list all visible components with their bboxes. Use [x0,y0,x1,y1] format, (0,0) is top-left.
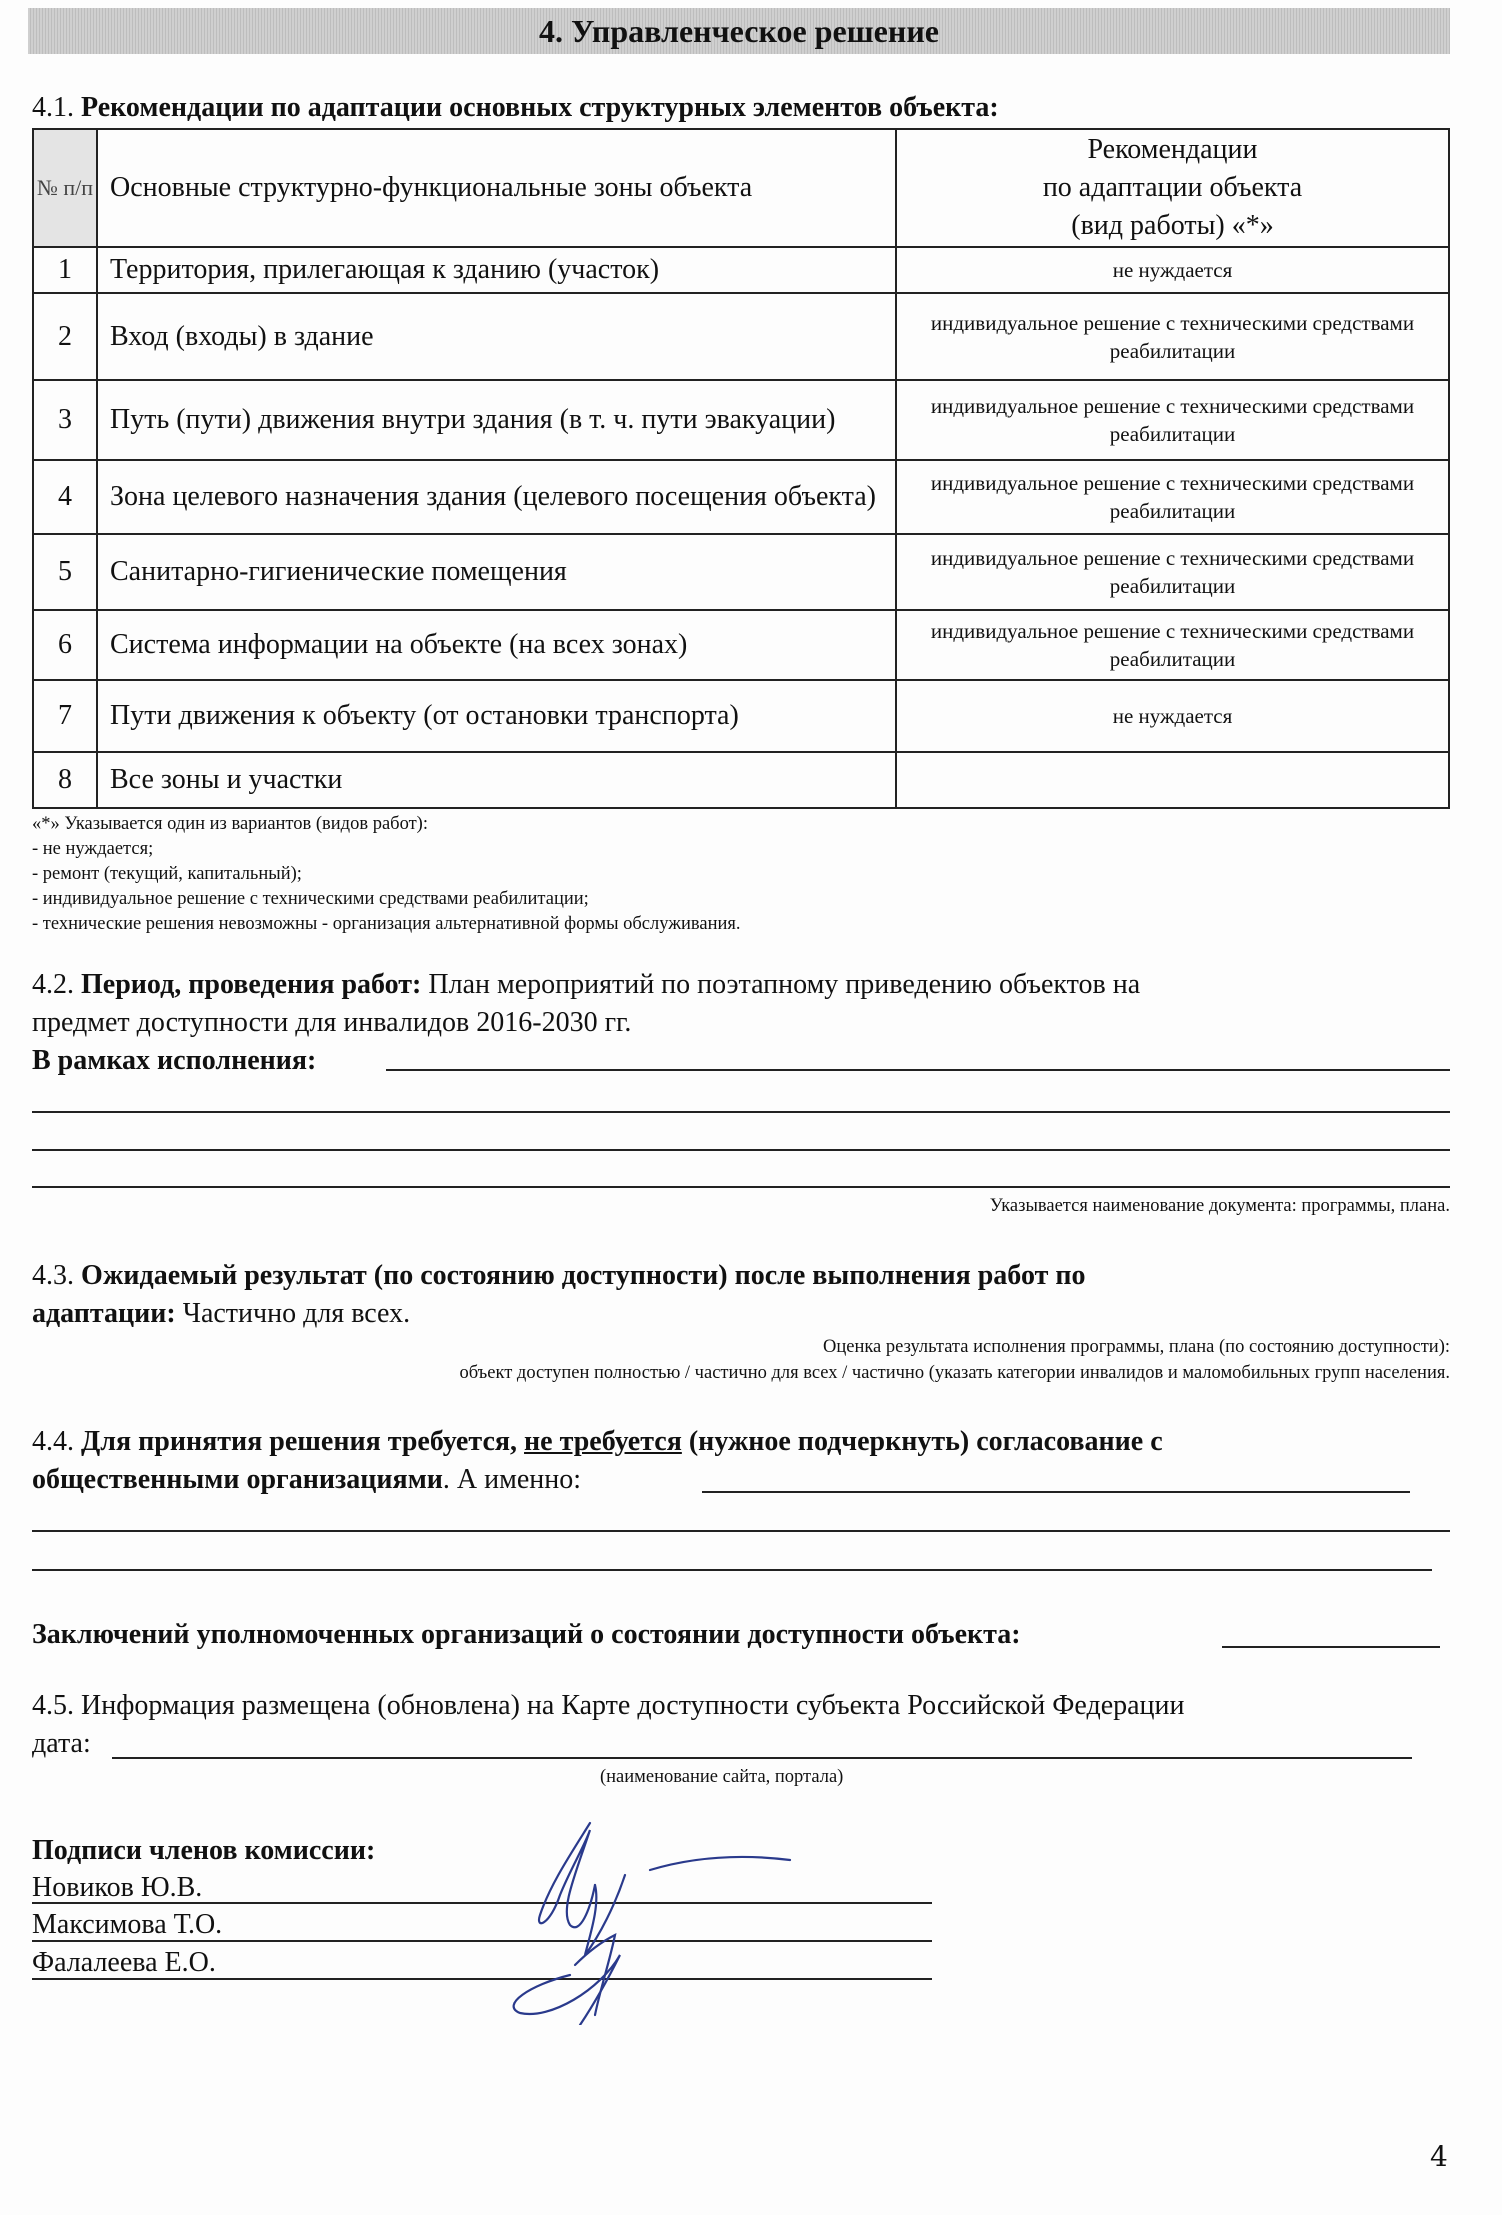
signatures-title [32,1832,375,1870]
section-title: 4. Управленческое решение [28,8,1450,54]
row-zone: Пути движения к объекту (от остановки транспорта) [97,680,896,752]
row-num: 5 [33,534,97,610]
table-row [33,460,1449,534]
within-input-line-3[interactable] [32,1149,1450,1151]
member-name: Новиков Ю.В. [32,1872,203,1903]
row-zone: Санитарно-гигиенические помещения [97,534,896,610]
row-recommendation [896,752,1449,808]
within-input-line-4[interactable] [32,1186,1450,1188]
expected-result-value: Частично для всех. [182,1298,411,1329]
section-4-4-text-2: (нужное подчеркнуть) согласование с [681,1426,1163,1457]
within-label: В рамках исполнения: [32,1045,317,1076]
table-row [33,534,1449,610]
date-input-line[interactable] [112,1757,1412,1759]
row-recommendation: индивидуальное решение с техническими средствами реабилитации [896,460,1449,534]
within-input-line[interactable] [386,1069,1450,1071]
hint-line: Оценка результата исполнения программы, плана (по состоянию доступности): [822,1337,1450,1357]
section-4-2-text: План мероприятий по поэтапному приведению объектов на [428,969,1141,1000]
header-num: № п/п [33,129,97,247]
table-row [33,380,1449,460]
row-num: 2 [33,293,97,380]
row-zone: Система информации на объекте (на всех зонах) [97,610,896,680]
conclusions-label: Заключений уполномоченных организаций о состоянии доступности объекта: [32,1619,1021,1650]
section-number: 4.3. [32,1260,74,1291]
footnote-line: - ремонт (текущий, капитальный); [32,864,302,884]
table-row [33,293,1449,380]
section-4-2-label: Период, проведения работ: [81,969,422,1000]
section-number: 4.5. [32,1690,74,1721]
row-num: 7 [33,680,97,752]
footnote-line: - технические решения невозможны - организация альтернативной формы обслуживания. [32,914,741,934]
section-4-4 [32,1423,1163,1499]
row-zone: Все зоны и участки [97,752,896,808]
header-rec-line2: по адаптации объекта [1042,172,1303,203]
conclusions-input-line[interactable] [1222,1646,1440,1648]
header-rec-line1: Рекомендации [1087,134,1258,165]
section-4-2-hint: Указывается наименование документа: программы, плана. [989,1196,1450,1216]
section-4-4-text: Для принятия решения требуется, [81,1426,525,1457]
member-name: Максимова Т.О. [32,1909,223,1940]
section-4-5-hint: (наименование сайта, портала) [600,1767,844,1787]
section-number: 4.4. [32,1426,74,1457]
hint-line: объект доступен полностью / частично для всех / частично (указать категории инвалидов и маломобильных групп населения. [459,1363,1450,1383]
table-row [33,680,1449,752]
page-number: 4 [1430,2140,1448,2173]
conclusions [32,1616,1021,1654]
row-zone: Зона целевого назначения здания (целевого посещения объекта) [97,460,896,534]
recommendations-table [32,128,1450,809]
namely-input-line-3[interactable] [32,1569,1432,1571]
header-recommendation [896,129,1449,247]
section-4-1-heading [32,92,999,124]
footnote-line: - не нуждается; [32,839,154,859]
section-4-3-label-2: адаптации: [32,1298,176,1329]
row-recommendation: не нуждается [896,247,1449,293]
section-number: 4.2. [32,969,74,1000]
table-header-row [33,129,1449,247]
section-4-4-text-3: общественными организациями [32,1464,443,1495]
row-num: 1 [33,247,97,293]
row-num: 6 [33,610,97,680]
row-recommendation: индивидуальное решение с техническими средствами реабилитации [896,610,1449,680]
handwritten-signature-icon [400,1815,860,2025]
table-row [33,752,1449,808]
row-num: 8 [33,752,97,808]
date-label: дата: [32,1728,91,1759]
row-zone: Путь (пути) движения внутри здания (в т. ч. пути эвакуации) [97,380,896,460]
section-number: 4.1. [32,92,74,123]
row-zone: Вход (входы) в здание [97,293,896,380]
section-4-2-text-2: предмет доступности для инвалидов 2016-2030 гг. [32,1007,632,1038]
row-num: 3 [33,380,97,460]
row-recommendation: индивидуальное решение с техническими средствами реабилитации [896,534,1449,610]
table-footnote [32,812,741,937]
footnote-line: - индивидуальное решение с техническими средствами реабилитации; [32,889,589,909]
section-4-1-title: Рекомендации по адаптации основных структурных элементов объекта: [81,92,999,123]
table-row [33,610,1449,680]
section-4-3-label: Ожидаемый результат (по состоянию доступности) после выполнения работ по [81,1260,1086,1291]
table-row [33,247,1449,293]
section-4-3 [32,1257,1085,1333]
row-recommendation: индивидуальное решение с техническими средствами реабилитации [896,380,1449,460]
footnote-line: «*» Указывается один из вариантов (видов работ): [32,814,428,834]
row-recommendation: не нуждается [896,680,1449,752]
header-rec-line3: (вид работы) «*» [1071,210,1274,241]
section-4-3-hint [459,1334,1450,1386]
row-zone: Территория, прилегающая к зданию (участок) [97,247,896,293]
section-4-5 [32,1687,1185,1763]
section-4-2 [32,966,1140,1080]
section-4-4-text-4: . А именно: [442,1464,582,1495]
row-num: 4 [33,460,97,534]
within-input-line-2[interactable] [32,1111,1450,1113]
section-4-5-text: Информация размещена (обновлена) на Карте доступности субъекта Российской Федерации [81,1690,1185,1721]
namely-input-line[interactable] [702,1491,1410,1493]
header-zone: Основные структурно-функциональные зоны объекта [97,129,896,247]
row-recommendation: индивидуальное решение с техническими средствами реабилитации [896,293,1449,380]
member-name: Фалалеева Е.О. [32,1947,216,1978]
signatures-title-text: Подписи членов комиссии: [32,1835,376,1866]
namely-input-line-2[interactable] [32,1530,1450,1532]
underlined-option: не требуется [524,1426,682,1457]
